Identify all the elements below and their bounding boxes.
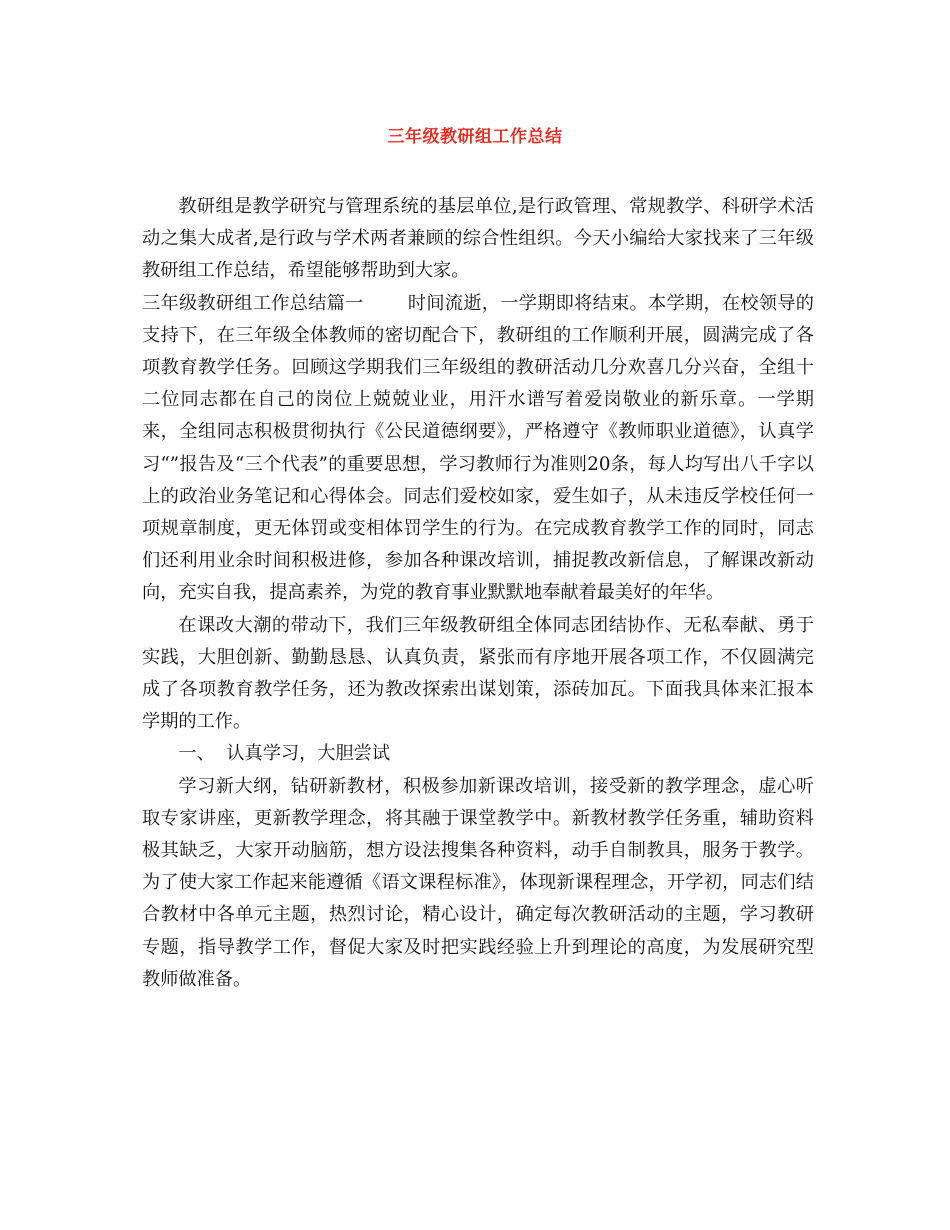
study-paragraph: 学习新大纲，钻研新教材，积极参加新课改培训，接受新的教学理念，虚心听取专家讲座，更新教学理念，将其融于课堂教学中。新教材教学任务重，辅助资料极其缺乏，大家开动脑筋，想方设法搜集各种资料，动手自制教具，服务于教学。为了使大家工作起来能遵循《语文课程标准》，体现新课程理念，开学初，同志们结合教材中各单元主题，热烈讨论，精心设计，确定每次教研活动的主题，学习教研专题，指导教学工作，督促大家及时把实践经验上升到理论的高度，为发展研究型教师做准备。 [142, 775, 814, 990]
intro-paragraph: 教研组是教学研究与管理系统的基层单位,是行政管理、常规教学、科研学术活动之集大成者,是行政与学术两者兼顾的综合性组织。今天小编给大家找来了三年级教研组工作总结，希望能够帮助到大家。 [142, 196, 814, 282]
document-body [142, 191, 814, 996]
section-one-paragraph [142, 288, 814, 610]
reform-paragraph: 在课改大潮的带动下，我们三年级教研组全体同志团结协作、无私奉献、勇于实践，大胆创新、勤勤恳恳、认真负责，紧张而有序地开展各项工作，不仅圆满完成了各项教育教学任务，还为教改探索出谋划策，添砖加瓦。下面我具体来汇报本学期的工作。 [142, 614, 814, 733]
section-heading-study: 一、 认真学习，大胆尝试 [178, 743, 391, 765]
document-title: 三年级教研组工作总结 [387, 127, 563, 147]
section-one-body: 时间流逝，一学期即将结束。本学期，在校领导的支持下，在三年级全体教师的密切配合下，教研组的工作顺利开展，圆满完成了各项教育教学任务。回顾这学期我们三年级组的教研活动几分欢喜几分兴奋，全组十二位同志都在自己的岗位上兢兢业业，用汗水谱写着爱岗敬业的新乐章。一学期来，全组同志积极贯彻执行《公民道德纲要》，严格遵守《教师职业道德》，认真学习“”报告及“三个代表”的重要思想，学习教师行为准则20条，每人均写出八千字以上的政治业务笔记和心得体会。同志们爱校如家，爱生如子，从未违反学校任何一项规章制度，更无体罚或变相体罚学生的行为。在完成教育教学工作的同时，同志们还利用业余时间积极进修，参加各种课改培训，捕捉教改新信息，了解课改新动向，充实自我，提高素养，为党的教育事业默默地奉献着最美好的年华。 [142, 292, 814, 604]
section-label: 三年级教研组工作总结篇一 [142, 292, 364, 314]
